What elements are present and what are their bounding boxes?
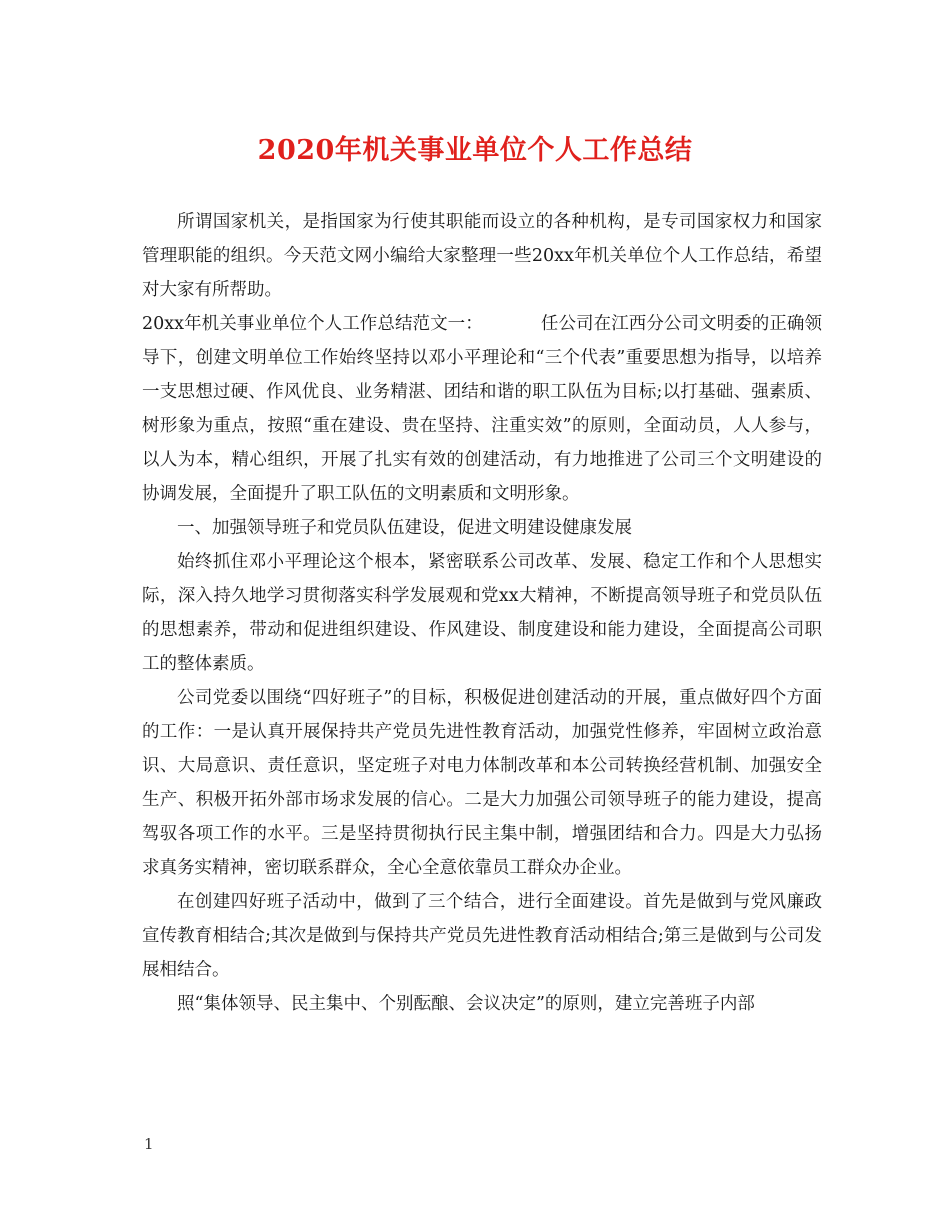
sample-heading: 20xx年机关事业单位个人工作总结范文一： — [142, 314, 483, 334]
document-body — [142, 205, 822, 1021]
paragraph-principle: 照“集体领导、民主集中、个别酝酿、会议决定”的原则，建立完善班子内部 — [177, 994, 755, 1014]
paragraph-four-good: 公司党委以围绕“四好班子”的目标，积极促进创建活动的开展，重点做好四个方面的工作：一是认真开展保持共产党员先进性教育活动，加强党性修养，牢固树立政治意识、大局意识、责任意识，坚定班子对电力体制改革和本公司转换经营机制、加强安全生产、积极开拓外部市场求发展的信心。二是大力加强公司领导班子的能力建设，提高驾驭各项工作的水平。三是坚持贯彻执行民主集中制，增强团结和合力。四是大力弘扬求真务实精神，密切联系群众，全心全意依靠员工群众办企业。 — [142, 688, 822, 878]
paragraph-theory: 始终抓住邓小平理论这个根本，紧密联系公司改革、发展、稳定工作和个人思想实际，深入持久地学习贯彻落实科学发展观和党xx大精神，不断提高领导班子和党员队伍的思想素养，带动和促进组织建设、作风建设、制度建设和能力建设，全面提高公司职工的整体素质。 — [142, 552, 822, 674]
paragraph-intro: 所谓国家机关，是指国家为行使其职能而设立的各种机构，是专司国家权力和国家管理职能的组织。今天范文网小编给大家整理一些20xx年机关单位个人工作总结，希望对大家有所帮助。 — [142, 212, 822, 300]
page-number: 1 — [144, 1135, 154, 1153]
paragraph-three-combinations: 在创建四好班子活动中，做到了三个结合，进行全面建设。首先是做到与党风廉政宣传教育相结合;其次是做到与保持共产党员先进性教育活动相结合;第三是做到与公司发展相结合。 — [142, 892, 822, 980]
section-heading-one: 一、加强领导班子和党员队伍建设，促进文明建设健康发展 — [177, 518, 632, 538]
document-title: 2020年机关事业单位个人工作总结 — [257, 135, 693, 166]
sample-body: 任公司在江西分公司文明委的正确领导下，创建文明单位工作始终坚持以邓小平理论和“三个代表”重要思想为指导，以培养一支思想过硬、作风优良、业务精湛、团结和谐的职工队伍为目标;以打基础、强素质、树形象为重点，按照“重在建设、贵在坚持、注重实效”的原则，全面动员，人人参与，以人为本，精心组织，开展了扎实有效的创建活动，有力地推进了公司三个文明建设的协调发展，全面提升了职工队伍的文明素质和文明形象。 — [142, 314, 822, 504]
paragraph-sample-one — [142, 307, 822, 511]
